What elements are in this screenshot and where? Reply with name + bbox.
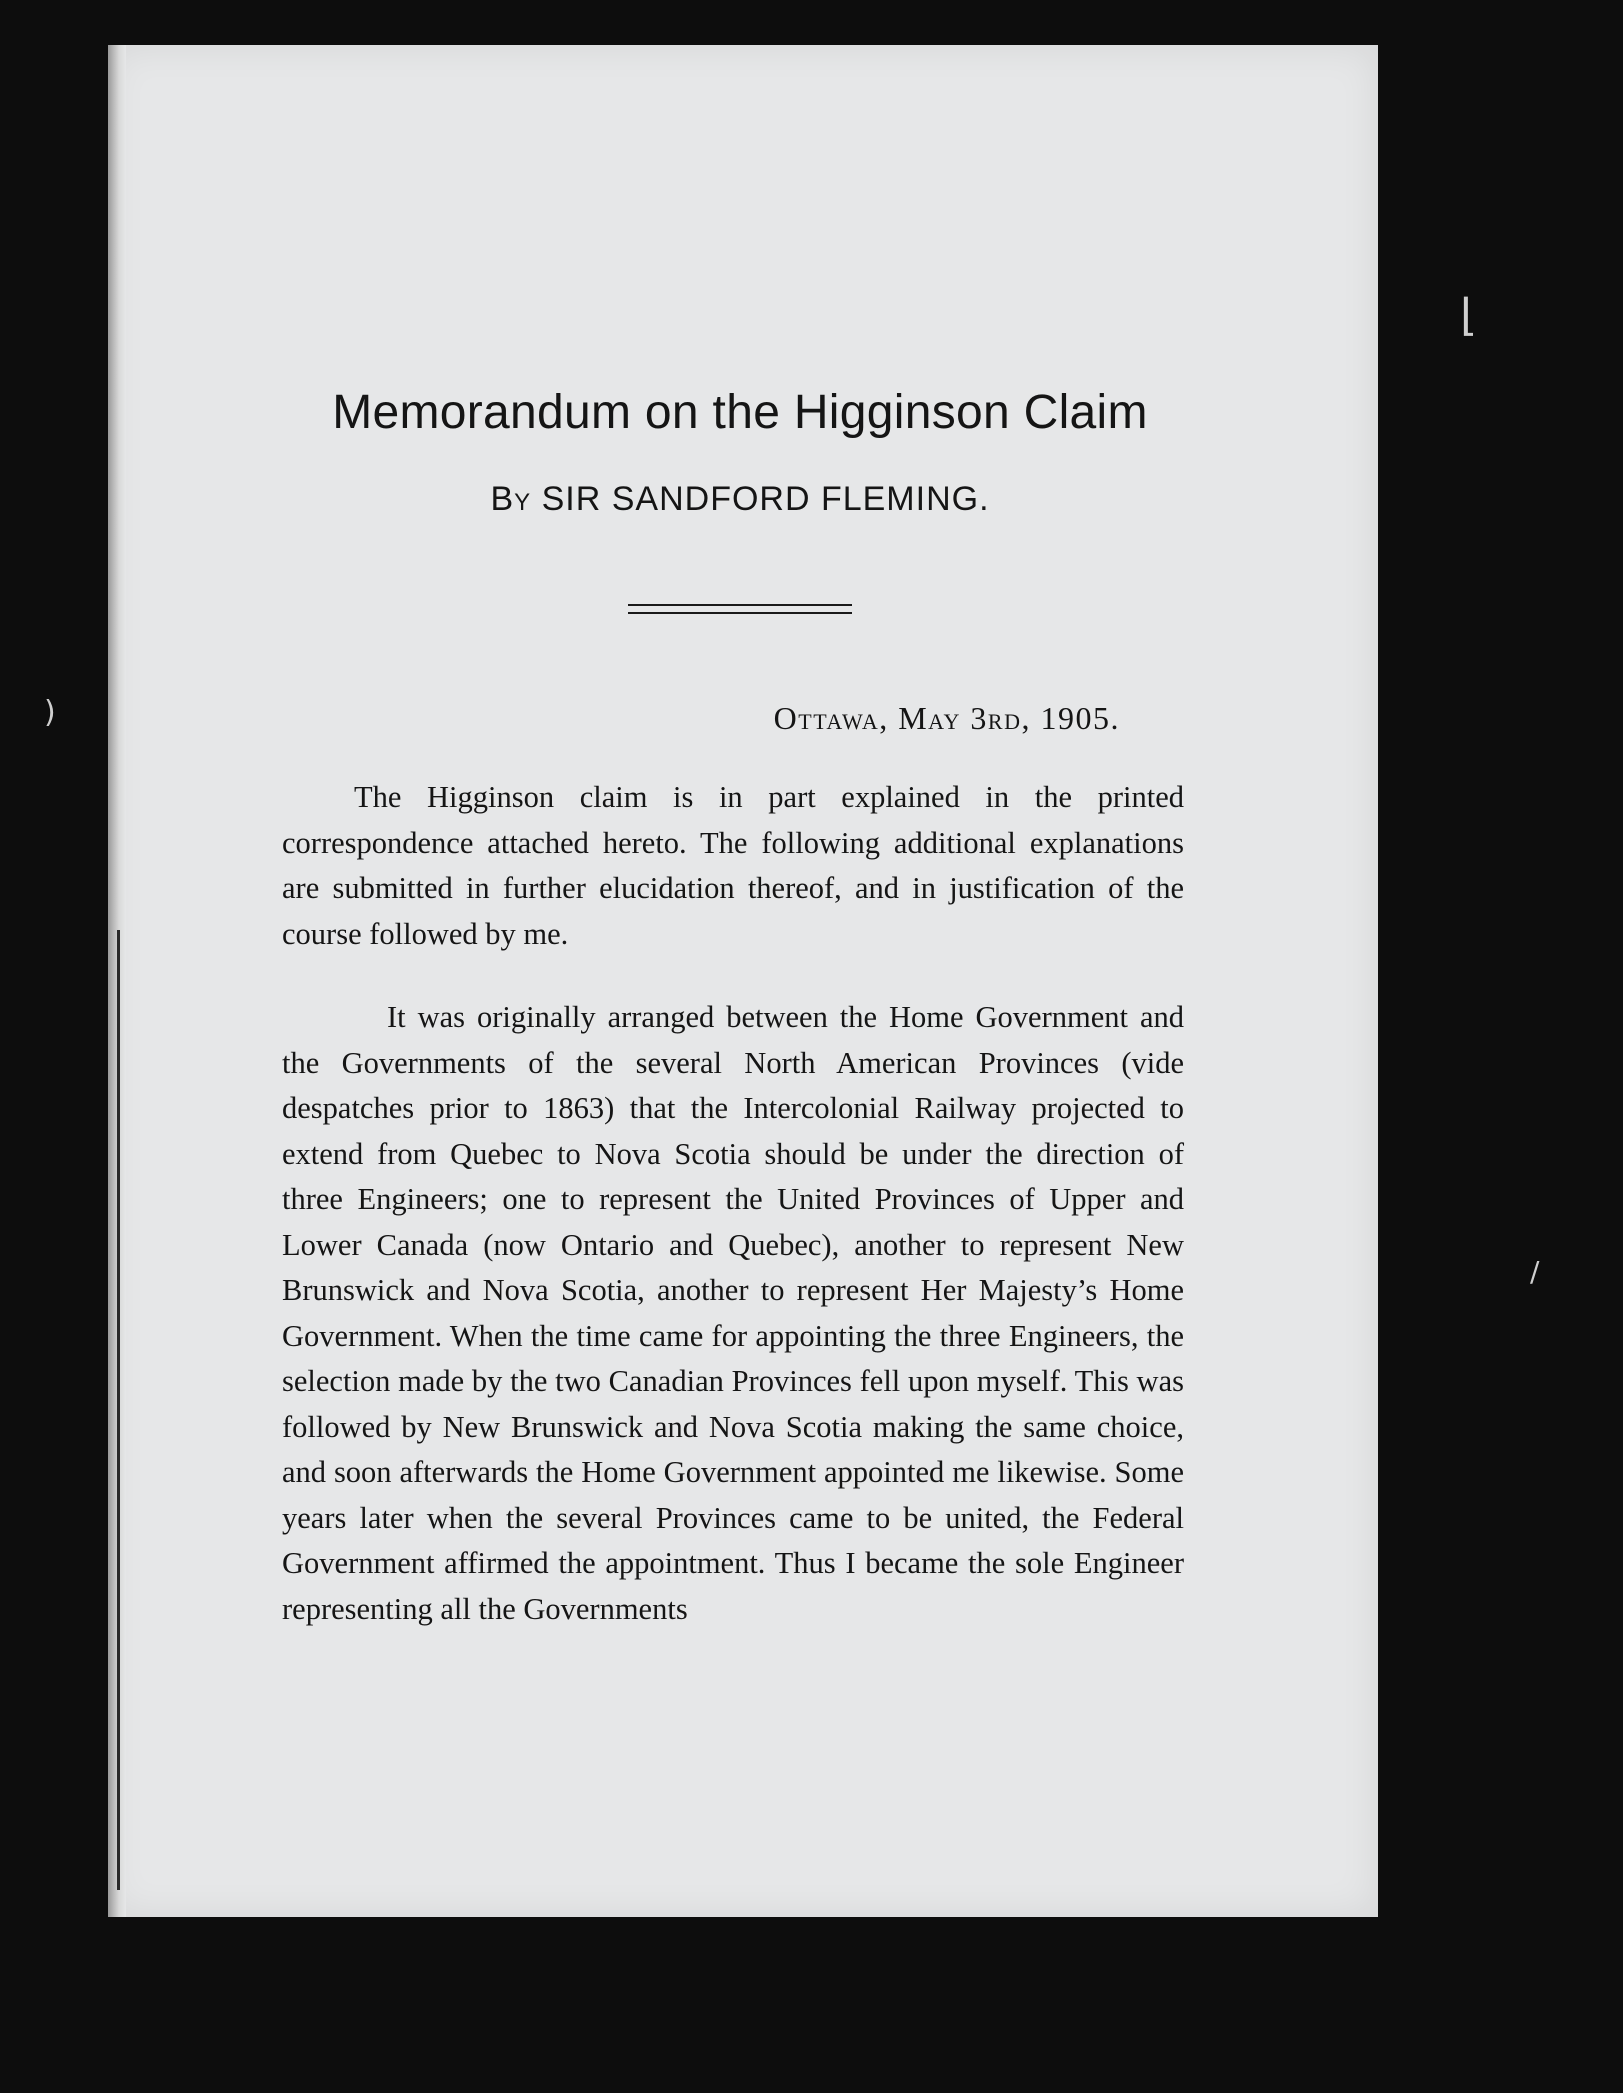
dateline: Ottawa, May 3rd, 1905.	[773, 700, 1120, 736]
margin-mark: )	[44, 695, 56, 730]
paragraph: The Higginson claim is in part explained in the printed correspondence attached hereto. The following additional explanations are submitted in further elucidation thereof, and in justification of the course followed by me.	[282, 780, 1184, 951]
title-rule	[628, 612, 852, 614]
document-title: Memorandum on the Higginson Claim	[332, 386, 1148, 439]
document-byline: By SIR SANDFORD FLEMING.	[490, 480, 990, 518]
margin-mark: ⌊	[1460, 290, 1478, 341]
document-page	[108, 45, 1378, 1917]
margin-mark: /	[1530, 1255, 1540, 1288]
binding-edge	[117, 930, 120, 1890]
title-rule	[628, 604, 852, 606]
paragraph: It was originally arranged between the Home Government and the Governments of the several North American Provinces (vide despatches prior to 1863) that the Intercolonial Railway projected to extend from Quebec to Nova Scotia should be under the direction of three Engineers; one to represent the United Provinces of Upper and Lower Canada (now Ontario and Quebec), another to represent New Brunswick and Nova Scotia, another to represent Her Majesty’s Home Government. When the time came for appointing the three Engineers, the selection made by the two Canadian Provinces fell upon myself. This was followed by New Brunswick and Nova Scotia making the same choice, and soon afterwards the Home Government appointed me likewise. Some years later when the several Provinces came to be united, the Federal Government affirmed the appointment. Thus I became the sole Engineer representing all the Governments	[282, 1000, 1184, 1626]
